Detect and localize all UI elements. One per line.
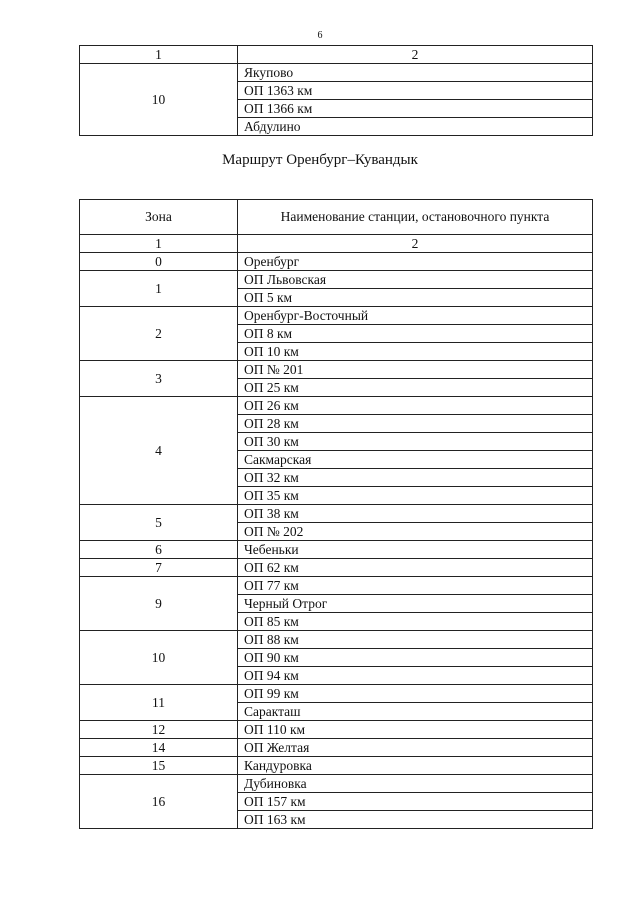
station-cell: ОП 28 км <box>238 415 593 433</box>
station-cell: Дубиновка <box>238 775 593 793</box>
zone-cell: 0 <box>80 253 238 271</box>
column-index-zone: 1 <box>80 235 238 253</box>
zone-cell: 5 <box>80 505 238 541</box>
zone-cell: 11 <box>80 685 238 721</box>
table-row <box>80 64 593 82</box>
zone-cell: 1 <box>80 271 238 307</box>
table-row <box>80 559 593 577</box>
station-cell: Саракташ <box>238 703 593 721</box>
zone-cell: 3 <box>80 361 238 397</box>
header-station: Наименование станции, остановочного пункта <box>238 200 593 235</box>
zone-table-orenburg-kuvandyk <box>79 199 593 829</box>
station-cell: ОП 26 км <box>238 397 593 415</box>
zone-table-continued <box>79 45 593 136</box>
station-cell: ОП 1363 км <box>238 82 593 100</box>
station-cell: Оренбург <box>238 253 593 271</box>
station-cell: ОП Желтая <box>238 739 593 757</box>
column-index-row <box>80 235 593 253</box>
zone-cell: 10 <box>80 631 238 685</box>
station-cell: Сакмарская <box>238 451 593 469</box>
table-row <box>80 253 593 271</box>
station-cell: ОП Львовская <box>238 271 593 289</box>
station-cell: ОП 99 км <box>238 685 593 703</box>
station-cell: ОП 38 км <box>238 505 593 523</box>
column-index-station: 2 <box>238 46 593 64</box>
zone-cell: 4 <box>80 397 238 505</box>
station-cell: ОП 25 км <box>238 379 593 397</box>
station-cell: Оренбург-Восточный <box>238 307 593 325</box>
station-cell: ОП 8 км <box>238 325 593 343</box>
station-cell: ОП № 202 <box>238 523 593 541</box>
station-cell: Якупово <box>238 64 593 82</box>
station-cell: ОП 5 км <box>238 289 593 307</box>
station-cell: ОП 85 км <box>238 613 593 631</box>
zone-cell: 10 <box>80 64 238 136</box>
station-cell: ОП 110 км <box>238 721 593 739</box>
table-row <box>80 397 593 415</box>
zone-cell: 12 <box>80 721 238 739</box>
station-cell: ОП 90 км <box>238 649 593 667</box>
station-cell: ОП 35 км <box>238 487 593 505</box>
table-row <box>80 631 593 649</box>
zone-cell: 2 <box>80 307 238 361</box>
table-row <box>80 361 593 379</box>
zone-cell: 7 <box>80 559 238 577</box>
station-cell: Кандуровка <box>238 757 593 775</box>
route-title: Маршрут Оренбург–Кувандык <box>222 152 418 168</box>
station-cell: ОП 157 км <box>238 793 593 811</box>
table-row <box>80 307 593 325</box>
station-cell: ОП 88 км <box>238 631 593 649</box>
table-row <box>80 739 593 757</box>
table-header-row <box>80 200 593 235</box>
column-index-station: 2 <box>238 235 593 253</box>
zone-cell: 9 <box>80 577 238 631</box>
station-cell: ОП 94 км <box>238 667 593 685</box>
zone-cell: 14 <box>80 739 238 757</box>
page-number: 6 <box>317 30 323 41</box>
station-cell: ОП 1366 км <box>238 100 593 118</box>
table-row <box>80 505 593 523</box>
header-zone: Зона <box>80 200 238 235</box>
table-row <box>80 721 593 739</box>
column-index-zone: 1 <box>80 46 238 64</box>
table-row <box>80 775 593 793</box>
zone-cell: 6 <box>80 541 238 559</box>
column-index-row <box>80 46 593 64</box>
station-cell: ОП 32 км <box>238 469 593 487</box>
station-cell: Чебеньки <box>238 541 593 559</box>
station-cell: ОП 30 км <box>238 433 593 451</box>
station-cell: Черный Отрог <box>238 595 593 613</box>
table-row <box>80 271 593 289</box>
zone-cell: 15 <box>80 757 238 775</box>
table-row <box>80 541 593 559</box>
zone-cell: 16 <box>80 775 238 829</box>
station-cell: ОП 163 км <box>238 811 593 829</box>
station-cell: ОП 77 км <box>238 577 593 595</box>
station-cell: Абдулино <box>238 118 593 136</box>
station-cell: ОП 10 км <box>238 343 593 361</box>
station-cell: ОП 62 км <box>238 559 593 577</box>
table-row <box>80 685 593 703</box>
table-row <box>80 757 593 775</box>
table-row <box>80 577 593 595</box>
station-cell: ОП № 201 <box>238 361 593 379</box>
